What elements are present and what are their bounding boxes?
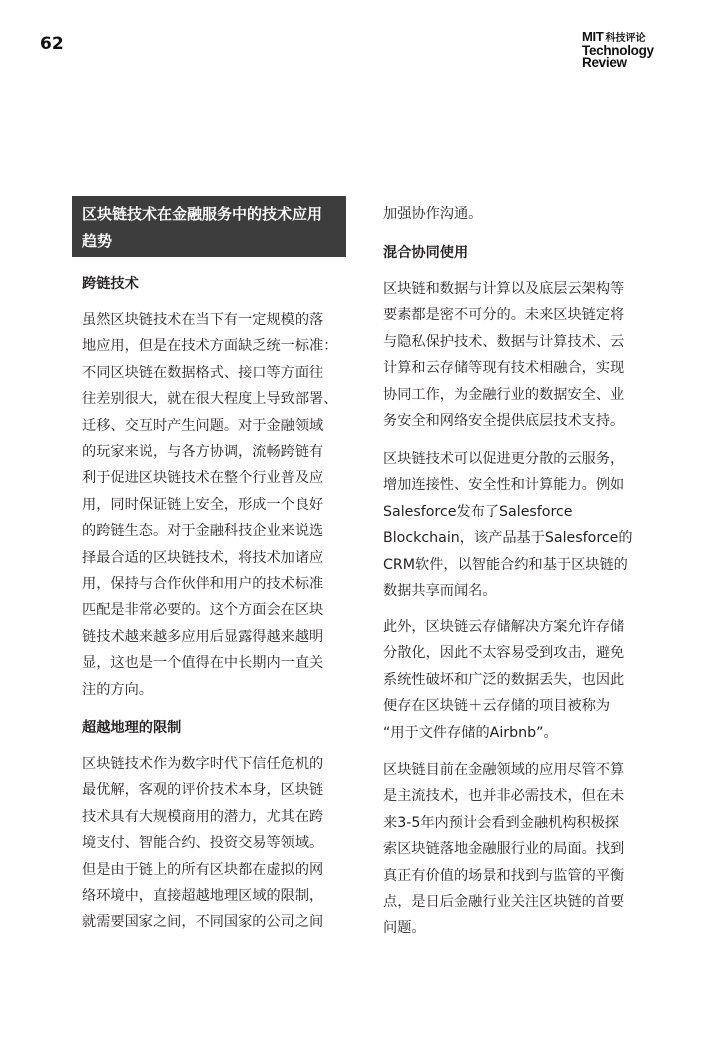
logo-review: Review (582, 55, 627, 70)
text-line: 用，保持与合作伙伴和用户的技术标准 (82, 576, 324, 593)
subhead-cross-chain: 跨链技术 (82, 276, 139, 292)
text-line: 技术具有大规模商用的潜力，尤其在跨 (82, 808, 324, 825)
text-line: 迁移、交互时产生问题。对于金融领域 (82, 417, 324, 434)
text-line: 注的方向。 (82, 681, 153, 698)
text-line: 就需要国家之间，不同国家的公司之间 (82, 914, 324, 931)
text-line: 区块链目前在金融领域的应用尽管不算 (383, 762, 625, 778)
paragraph-beyond-geography (82, 751, 346, 936)
section-title-line1: 区块链技术在金融服务中的技术应用 (82, 205, 323, 223)
text-line: 来3-5年内预计会看到金融机构积极探 (383, 814, 619, 831)
text-line: 区块链技术可以促进更分散的云服务， (383, 451, 625, 467)
paragraph-cloud-storage (383, 614, 651, 746)
text-line: 系统性破坏和广泛的数据丢失，也因此 (383, 671, 625, 688)
text-line: 增加连接性、安全性和计算能力。例如 (383, 477, 625, 494)
text-line: 务安全和网络安全提供底层技术支持。 (383, 413, 625, 430)
paragraph-outlook (383, 757, 651, 942)
text-line: 协同工作，为金融行业的数据安全、业 (383, 386, 625, 403)
text-line: 区块链技术作为数字时代下信任危机的 (82, 756, 324, 772)
subhead-hybrid-use: 混合协同使用 (383, 245, 469, 261)
text-line: 与隐私保护技术、数据与计算技术、云 (383, 333, 625, 350)
logo-mit: MIT (582, 29, 604, 44)
text-line: 索区块链落地金融服行业的局面。找到 (383, 841, 625, 858)
text-line: 利于促进区块链技术在整个行业普及应 (82, 470, 324, 487)
text-line: Salesforce发布了Salesforce (383, 503, 573, 520)
section-title-line2: 趋势 (82, 232, 113, 250)
text-line: “用于文件存储的Airbnb”。 (383, 724, 558, 741)
mit-technology-review-logo (582, 31, 682, 69)
text-line: 点，是日后金融行业关注区块链的首要 (383, 894, 625, 911)
text-line: 是主流技术，也并非必需技术，但在未 (383, 788, 625, 805)
text-line: 往差别很大，就在很大程度上导致部署、 (82, 391, 338, 408)
text-line: 真正有价值的场景和找到与监管的平衡 (383, 867, 625, 884)
text-line: 虽然区块链技术在当下有一定规模的落 (82, 312, 324, 328)
text-line: 分散化，因此不太容易受到攻击，避免 (383, 645, 625, 662)
text-line: CRM软件，以智能合约和基于区块链的 (383, 556, 628, 573)
paragraph-continuation (383, 201, 651, 227)
text-line: 链技术越来越多应用后显露得越来越明 (82, 628, 324, 645)
text-line: 不同区块链在数据格式、接口等方面往 (82, 364, 324, 381)
text-line: 显，这也是一个值得在中长期内一直关 (82, 655, 324, 672)
text-line: 要素都是密不可分的。未来区块链定将 (383, 307, 625, 324)
text-line: 但是由于链上的所有区块都在虚拟的网 (82, 861, 324, 878)
text-line: 区块链和数据与计算以及底层云架构等 (383, 281, 625, 297)
text-line: 用，同时保证链上安全，形成一个良好 (82, 496, 324, 513)
text-line: 择最合适的区块链技术，将技术加诸应 (82, 549, 324, 566)
text-line: 数据共享而闻名。 (383, 583, 497, 600)
text-line: 络环境中，直接超越地理区域的限制， (82, 888, 324, 905)
text-line: 问题。 (383, 920, 426, 937)
text-line: 的玩家来说，与各方协调，流畅跨链有 (82, 444, 324, 461)
text-line: Blockchain，该产品基于Salesforce的 (383, 530, 633, 547)
text-line: 最优解，客观的评价技术本身，区块链 (82, 782, 324, 799)
paragraph-hybrid-use (383, 276, 651, 434)
text-line: 地应用，但是在技术方面缺乏统一标准： (82, 338, 338, 355)
logo-technology: Technology (582, 43, 654, 58)
text-line: 的跨链生态。对于金融科技企业来说选 (82, 523, 324, 540)
section-title-box (72, 196, 346, 257)
text-line: 加强协作沟通。 (383, 206, 483, 222)
logo-chinese: 科技评论 (605, 33, 646, 44)
page-number: 62 (40, 34, 64, 54)
subhead-beyond-geography: 超越地理的限制 (82, 720, 182, 736)
text-line: 便存在区块链＋云存储的项目被称为 (383, 698, 611, 715)
text-line: 匹配是非常必要的。这个方面会在区块 (82, 602, 324, 619)
text-line: 计算和云存储等现有技术相融合，实现 (383, 360, 625, 377)
paragraph-cloud-services (383, 446, 651, 604)
paragraph-cross-chain (82, 307, 346, 703)
text-line: 境支付、智能合约、投资交易等领域。 (82, 835, 324, 852)
text-line: 此外，区块链云存储解决方案允许存储 (383, 619, 625, 635)
